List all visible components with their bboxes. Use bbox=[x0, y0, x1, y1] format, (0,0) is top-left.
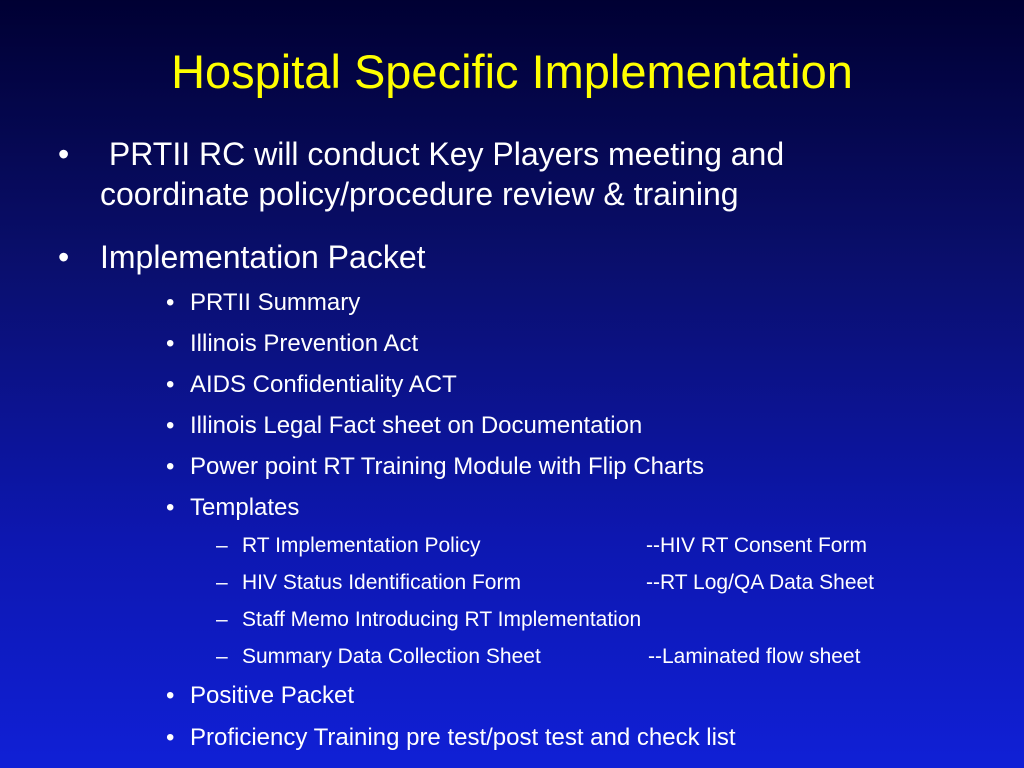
sub-item-text: Power point RT Training Module with Flip Charts bbox=[190, 453, 705, 480]
dash-icon: – bbox=[216, 608, 228, 631]
sub-item bbox=[166, 329, 419, 359]
bullet-implementation-packet bbox=[58, 237, 426, 277]
sub-item bbox=[166, 370, 457, 400]
sub-item-text: AIDS Confidentiality ACT bbox=[190, 371, 457, 398]
sub-item-text: Positive Packet bbox=[190, 682, 355, 709]
sub-item bbox=[166, 723, 736, 753]
template-right: --HIV RT Consent Form bbox=[646, 534, 867, 557]
sub-item bbox=[166, 411, 643, 441]
template-left: HIV Status Identification Form bbox=[242, 571, 521, 594]
template-item bbox=[216, 606, 642, 634]
template-item bbox=[216, 532, 867, 560]
bullet-dot-icon: • bbox=[166, 330, 175, 357]
bullet-text: Implementation Packet bbox=[100, 239, 426, 275]
bullet-text-line-1: PRTII RC will conduct Key Players meeting and bbox=[100, 136, 785, 172]
template-item bbox=[216, 643, 861, 671]
sub-item-text: Proficiency Training pre test/post test and check list bbox=[190, 724, 736, 751]
dash-icon: – bbox=[216, 534, 228, 557]
sub-item bbox=[166, 493, 300, 523]
slide-title: Hospital Specific Implementation bbox=[171, 45, 853, 98]
template-left: RT Implementation Policy bbox=[242, 534, 481, 557]
template-left: Staff Memo Introducing RT Implementation bbox=[242, 608, 642, 631]
template-right: --Laminated flow sheet bbox=[648, 645, 861, 668]
sub-item-text: PRTII Summary bbox=[190, 289, 361, 316]
bullet-dot-icon: • bbox=[166, 371, 175, 398]
bullet-text-line-2: coordinate policy/procedure review & training bbox=[100, 176, 739, 212]
bullet-dot-icon: • bbox=[166, 289, 175, 316]
bullet-key-players bbox=[58, 134, 980, 214]
sub-item-text: Templates bbox=[190, 494, 300, 521]
sub-item bbox=[166, 681, 355, 711]
sub-item bbox=[166, 288, 361, 318]
bullet-dot-icon: • bbox=[166, 453, 175, 480]
sub-item bbox=[166, 452, 705, 482]
bullet-dot-icon: • bbox=[58, 239, 70, 275]
bullet-dot-icon: • bbox=[58, 136, 70, 172]
bullet-dot-icon: • bbox=[166, 724, 175, 751]
template-right: --RT Log/QA Data Sheet bbox=[646, 571, 875, 594]
sub-item-text: Illinois Legal Fact sheet on Documentation bbox=[190, 412, 643, 439]
template-left: Summary Data Collection Sheet bbox=[242, 645, 541, 668]
dash-icon: – bbox=[216, 645, 228, 668]
sub-item-text: Illinois Prevention Act bbox=[190, 330, 419, 357]
dash-icon: – bbox=[216, 571, 228, 594]
bullet-dot-icon: • bbox=[166, 412, 175, 439]
template-item bbox=[216, 569, 875, 597]
bullet-dot-icon: • bbox=[166, 494, 175, 521]
bullet-dot-icon: • bbox=[166, 682, 175, 709]
